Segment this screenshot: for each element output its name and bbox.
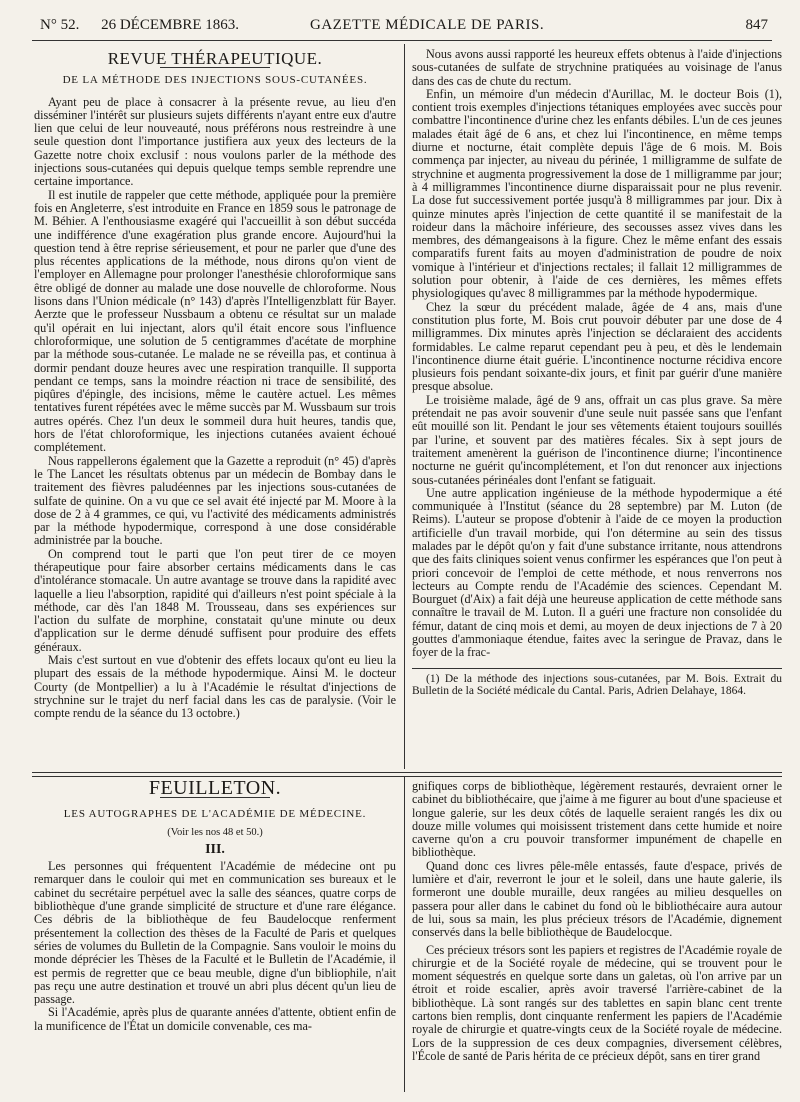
feuilleton-divider: [32, 772, 782, 777]
revue-paragraph: Mais c'est surtout en vue d'obtenir des effets locaux qu'ont eu lieu la plupart des essais de la méthode hypodermique. Ainsi M. le docteur Courty (de Montpellier) a lu à l'Académie le résultat d'injections de strychnine sur le trajet du nerf facial dans les cas de paralysie. (Voir le compte rendu de la séance du 13 octobre.): [34, 653, 396, 721]
feuilleton-left-column: [34, 777, 396, 1033]
revue-right-column: [412, 48, 782, 698]
journal-title: GAZETTE MÉDICALE DE PARIS.: [310, 17, 545, 33]
feuilleton-title: FEUILLETON.: [148, 777, 282, 799]
issue-number: N° 52.: [40, 17, 80, 33]
feuilleton-paragraph: Les personnes qui fréquentent l'Académie de médecine ont pu remarquer dans le couloir qui met en communication ses bureaux et le cabinet du secrétaire perpétuel avec la salle des séances, quatre corps de bibliothèque d'une grande simplicité de structure et d'une rare élégance. Ces débris de la bibliothèque de feu Baudelocque renferment présentement la collection des thèses de la Faculté de Paris et quelques séries de volumes du Bulletin de la Compagnie. Sans vouloir le moins du monde déprécier les Thèses de la Faculté et le Bulletin de l'Académie, il est permis de regretter que ce beau meuble, digne d'un bibliophile, n'ait pas reçu une autre destination et trouvé un abri plus décent qu'un lieu de passage.: [34, 859, 396, 1007]
revue-paragraph: Le troisième malade, âgé de 9 ans, offrait un cas plus grave. Sa mère prétendait ne pas avoir souvenir d'une seule nuit passée sans que l'enfant eût mouillé son lit. Pendant le jour ses vêtements étaient toujours souillés par l'urine, et souvent par des matières fécales. Six à sept jours de traitement amenèrent la guérison de l'incontinence diurne; l'incontinence nocturne ne guérit qu'incomplétement, et l'on dut renoncer aux injections sous-cutanées périnéales dont l'enfant se fatiguait.: [412, 392, 782, 487]
revue-paragraph: Chez la sœur du précédent malade, âgée de 4 ans, mais d'une constitution plus forte, M. Bois crut pouvoir débuter par une dose de 4 milligrammes. Dix minutes après l'injection se déclaraient des accidents formidables. Le calme reparut cependant peu à peu, et dès le lendemain l'incontinence diurne était guérie. L'incontinence nocturne récidiva encore plusieurs fois pendant soixante-dix jours, et finit par guérir d'une manière presque absolue.: [412, 299, 782, 394]
revue-paragraph: Ayant peu de place à consacrer à la présente revue, au lieu d'en disséminer l'intérêt sur plusieurs sujets différents n'ayant entre eux d'autre lien que celui de leur nouveauté, nous préférons nous restreindre à une seule question dont l'importance justifiera aux yeux des lecteurs de la Gazette notre choix exclusif : nous voulons parler de la méthode des injections sous-cutanées qui depuis quelque temps semble reprendre une certaine importance.: [34, 94, 396, 189]
section-number: III.: [205, 841, 225, 857]
feuilleton-paragraph: Si l'Académie, après plus de quarante années d'attente, obtient enfin de la munificence de l'État un domicile convenable, ces ma-: [34, 1005, 396, 1033]
revue-subtitle: DE LA MÉTHODE DES INJECTIONS SOUS-CUTANÉES.: [62, 74, 368, 87]
newspaper-page: [8, 4, 792, 1094]
page-header: [32, 14, 772, 41]
footnote: [412, 673, 782, 699]
page-number: 847: [745, 17, 768, 33]
footnote-divider: [412, 668, 782, 669]
revue-paragraph: Une autre application ingénieuse de la méthode hypodermique a été communiquée à l'Institut (séance du 28 septembre) par M. Luton (de Reims). L'auteur se propose d'obtenir à l'aide de ce moyen la production artificielle d'un travail morbide, qui l'on détermine au sein des tissus malades par le dépôt qu'on y fait d'une substance irritante, nous attendrons que des faits cliniques soient venus confirmer les espérances que l'on peut à priori concevoir de l'emploi de cette méthode, et nous renverrons nos lecteurs au Compte rendu de l'Académie des sciences. Cependant M. Bourguet (d'Aix) a fait déjà une heureuse application de cette méthode sans connaître le travail de M. Luton. Il a guéri une fracture non consolidée du fémur, datant de cinq mois et demi, au moyen de deux injections de 7 à 20 gouttes d'ammoniaque étendue, faites avec la seringue de Pravaz, dans le foyer de la frac-: [412, 485, 782, 660]
revue-title: REVUE THÉRAPEUTIQUE.: [107, 49, 323, 68]
feuilleton-paragraph: gnifiques corps de bibliothèque, légèrement restaurés, devraient orner le cabinet du bibliothécaire, que j'aime à me figurer au bout d'une spacieuse et longue galerie, sur les deux côtés de laquelle seraient rangés les dix ou douze mille volumes qui moisissent tristement dans cette humide et noire caverne qu'on a cru pouvoir transformer impunément de chapelle en bibliothèque.: [412, 779, 782, 860]
issue-info: [40, 17, 257, 34]
see-note: (Voir les nos 48 et 50.): [167, 826, 263, 838]
issue-date: 26 DÉCEMBRE 1863.: [101, 17, 240, 33]
feuilleton-paragraph: Quand donc ces livres pêle-mêle entassés, faute d'espace, privés de lumière et d'air, reverront le jour et le soleil, dans une haute galerie, ils formeront une double muraille, deux rangées au milieu desquelles on passera pour aller dans le cabinet du fond où le bibliothécaire aura autour de lui, sous sa main, les plus précieux trésors de l'Académie, dignement conservés dans la belle bibliothèque de Baudelocque.: [412, 858, 782, 940]
feuilleton-paragraph: Ces précieux trésors sont les papiers et registres de l'Académie royale de chirurgie et de la Société royale de médecine, qui se trouvent pour le moment séquestrés en quelque sorte dans un galetas, où l'on arrive par un étroit et roide escalier, après avoir traversé l'arrière-cabinet de la bibliothèque. Là sont rangés sur des tablettes en sapin blanc cent trente cartons bien remplis, dont cinquante renferment les papiers de l'Académie royale de chirurgie et quatre-vingts ceux de la Société royale de médecine. Lors de la suppression de ces deux compagnies, diversement célèbres, l'École de santé de Paris hérita de ce précieux dépôt, sans en tirer grand: [412, 942, 782, 1063]
footnote-text: (1) De la méthode des injections sous-cutanées, par M. Bois. Extrait du Bulletin de la Société médicale du Cantal. Paris, Adrien Delahaye, 1864.: [412, 672, 782, 698]
feuilleton-subtitle: LES AUTOGRAPHES DE L'ACADÉMIE DE MÉDECINE.: [63, 808, 367, 821]
column-divider: [404, 776, 405, 1092]
column-divider: [404, 44, 405, 769]
revue-paragraph: Il est inutile de rappeler que cette méthode, appliquée pour la première fois en Angleterre, s'est introduite en France en 1859 sous le patronage de M. Béhier. A l'enthousiasme exagéré qui l'accueillit à son début succéda une indifférence d'une exagération plus grande encore. Aujourd'hui la question tend à être reprise sérieusement, et pour ne parler que d'une des plus récentes applications de la méthode, nous dirons qu'on vient de l'employer en Allemagne pour prolonger l'anesthésie chloroformique sans être obligé de donner au malade une dose nouvelle de chloroforme. Nous lisons dans l'Union médicale (n° 143) d'après l'Intelligenzblatt für Bayer. Aerzte que le professeur Nussbaum a obtenu ce résultat sur un malade qu'il opérait en lui injectant, alors qu'il était encore sous l'influence chloroformique, une solution de 5 centigrammes d'acétate de morphine par la méthode sous-cutanée. Le malade ne se réveilla pas, et continua à dormir pendant douze heures avec une respiration tranquille. Il supporta pendant ce temps, sans la moindre réaction ni trace de sensibilité, des piqûres d'épingle, des incisions, même le cautère actuel. Les mêmes tentatives furent répétées avec le même succès par M. Wussbaum sur trois autres opérés. Chez l'un deux le sommeil dura huit heures, tandis que, hors de l'état chloroformique, les injections cutanées avaient échoué complétement.: [34, 187, 396, 455]
revue-paragraph: Enfin, un mémoire d'un médecin d'Aurillac, M. le docteur Bois (1), contient trois exemples d'injections tétaniques employées avec succès pour combattre l'incontinence d'urine chez les enfants débiles. L'un de ces jeunes malades était âgé de 6 ans, et chez lui l'incontinence, en même temps diurne et nocturne, était complète depuis l'âge de 6 mois. M. Bois commença par injecter, au niveau du périnée, 1 milligramme de sulfate de strychnine et augmenta progressivement la dose de 1 milligramme par jour; à 4 milligrammes l'incontinence diurne disparaissait pour ne plus revenir. La dose fut successivement portée jusqu'à 8 milligrammes par jour. Dix à quinze minutes après l'injection de cette quantité il se manifestait de la roideur dans la mâchoire inférieure, des secousses assez vives dans les membres, des démangeaisons à la figure. Chez le même enfant des essais comparatifs furent faits au moyen d'administration de poudre de noix vomique à l'intérieur et d'injections rectales; il fallait 12 milligrammes de solution pour obtenir, à l'aide de ces dernières, les mêmes effets physiologiques qu'avec 8 milligrammes par la méthode hypodermique.: [412, 86, 782, 301]
revue-paragraph: On comprend tout le parti que l'on peut tirer de ce moyen thérapeutique pour faire absorber certains médicaments dans le cas d'intolérance stomacale. Un autre avantage se trouve dans la rapidité avec laquelle a lieu l'absorption, rapidité qui d'ailleurs n'est point spéciale à la méthode, car dès l'an 1848 M. Trousseau, dans ses expériences sur l'action du sulfate de morphine, constatait qu'une minute ou deux d'application sur le derme dénudé suffisent pour produire des effets généraux.: [34, 546, 396, 654]
revue-left-column: [34, 49, 396, 721]
revue-paragraph: Nous avons aussi rapporté les heureux effets obtenus à l'aide d'injections sous-cutanées de sulfate de strychnine pratiquées au voisinage de l'anus dans des cas de chute du rectum.: [412, 47, 782, 88]
feuilleton-right-column: [412, 780, 782, 1063]
revue-paragraph: Nous rappellerons également que la Gazette a reproduit (n° 45) d'après le The Lancet les résultats obtenus par un médecin de Bombay dans le traitement des fièvres paludéennes par les injections sous-cutanées de sulfate de quinine. On a vu que ce sel avait été injecté par M. Moore à la dose de 2 à 4 grammes, ce qui, vu l'activité des médicaments administrés par la méthode hypodermique, correspond à une dose considérable administrée par la bouche.: [34, 453, 396, 548]
